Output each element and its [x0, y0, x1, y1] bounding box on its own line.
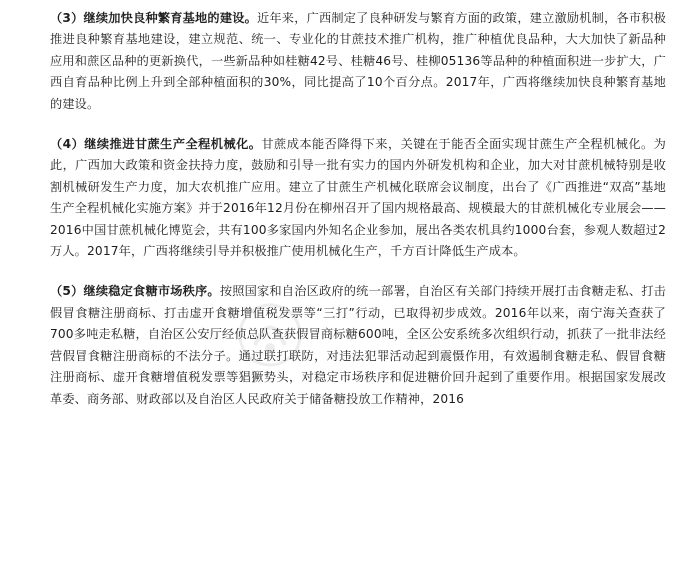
paragraph-mechanization [50, 134, 666, 262]
paragraph-body: 甘蔗成本能否降得下来，关键在于能否全面实现甘蔗生产全程机械化。为此，广西加大政策和资金扶持力度，鼓励和引导一批有实力的国内外研发机构和企业，加大对甘蔗机械特别是收割机械研发生产力度，加大农机推广应用。建立了甘蔗生产机械化联席会议制度，出台了《广西推进“双高”基地生产全程机械化实施方案》并于2016年12月份在柳州召开了国内规格最高、规模最大的甘蔗机械化专业展会——2016中国甘蔗机械化博览会，共有100多家国内外知名企业参加，展出各类农机具约1000台套，参观人数超过2万人。2017年，广西将继续引导并积极推广使用机械化生产，千方百计降低生产成本。 [50, 137, 666, 259]
paragraph-body: 按照国家和自治区政府的统一部署，自治区有关部门持续开展打击食糖走私、打击假冒食糖注册商标、打击虚开食糖增值税发票等“三打”行动，已取得初步成效。2016年以来，南宁海关查获了700多吨走私糖，自治区公安厅经侦总队查获假冒商标糖600吨，全区公安系统多次组织行动，抓获了一批非法经营假冒食糖注册商标的不法分子。通过联打联防，对违法犯罪活动起到震慑作用，有效遏制食糖走私、假冒食糖注册商标、虚开食糖增值税发票等猖獗势头，对稳定市场秩序和促进糖价回升起到了重要作用。根据国家发展改革委、商务部、财政部以及自治区人民政府关于储备糖投放工作精神，2016 [50, 284, 666, 406]
paragraph-body: 近年来，广西制定了良种研发与繁育方面的政策，建立激励机制，各市积极推进良种繁育基地建设，建立规范、统一、专业化的甘蔗技术推广机构，推广种植优良品种，大大加快了新品种应用和蔗区品种的更新换代，一些新品种如桂糖42号、桂糖46号、桂柳05136等品种的种植面积进一步扩大，广西自育品种比例上升到全部种植面积的30%，同比提高了10个百分点。2017年，广西将继续加快良种繁育基地的建设。 [50, 11, 666, 111]
paragraph-seed-breeding [50, 8, 666, 115]
paragraph-heading: （4）继续推进甘蔗生产全程机械化。 [50, 137, 262, 152]
paragraph-heading: （3）继续加快良种繁育基地的建设。 [50, 11, 258, 25]
paragraph-market-order [50, 281, 666, 409]
paragraph-heading: （5）继续稳定食糖市场秩序。 [50, 284, 220, 299]
